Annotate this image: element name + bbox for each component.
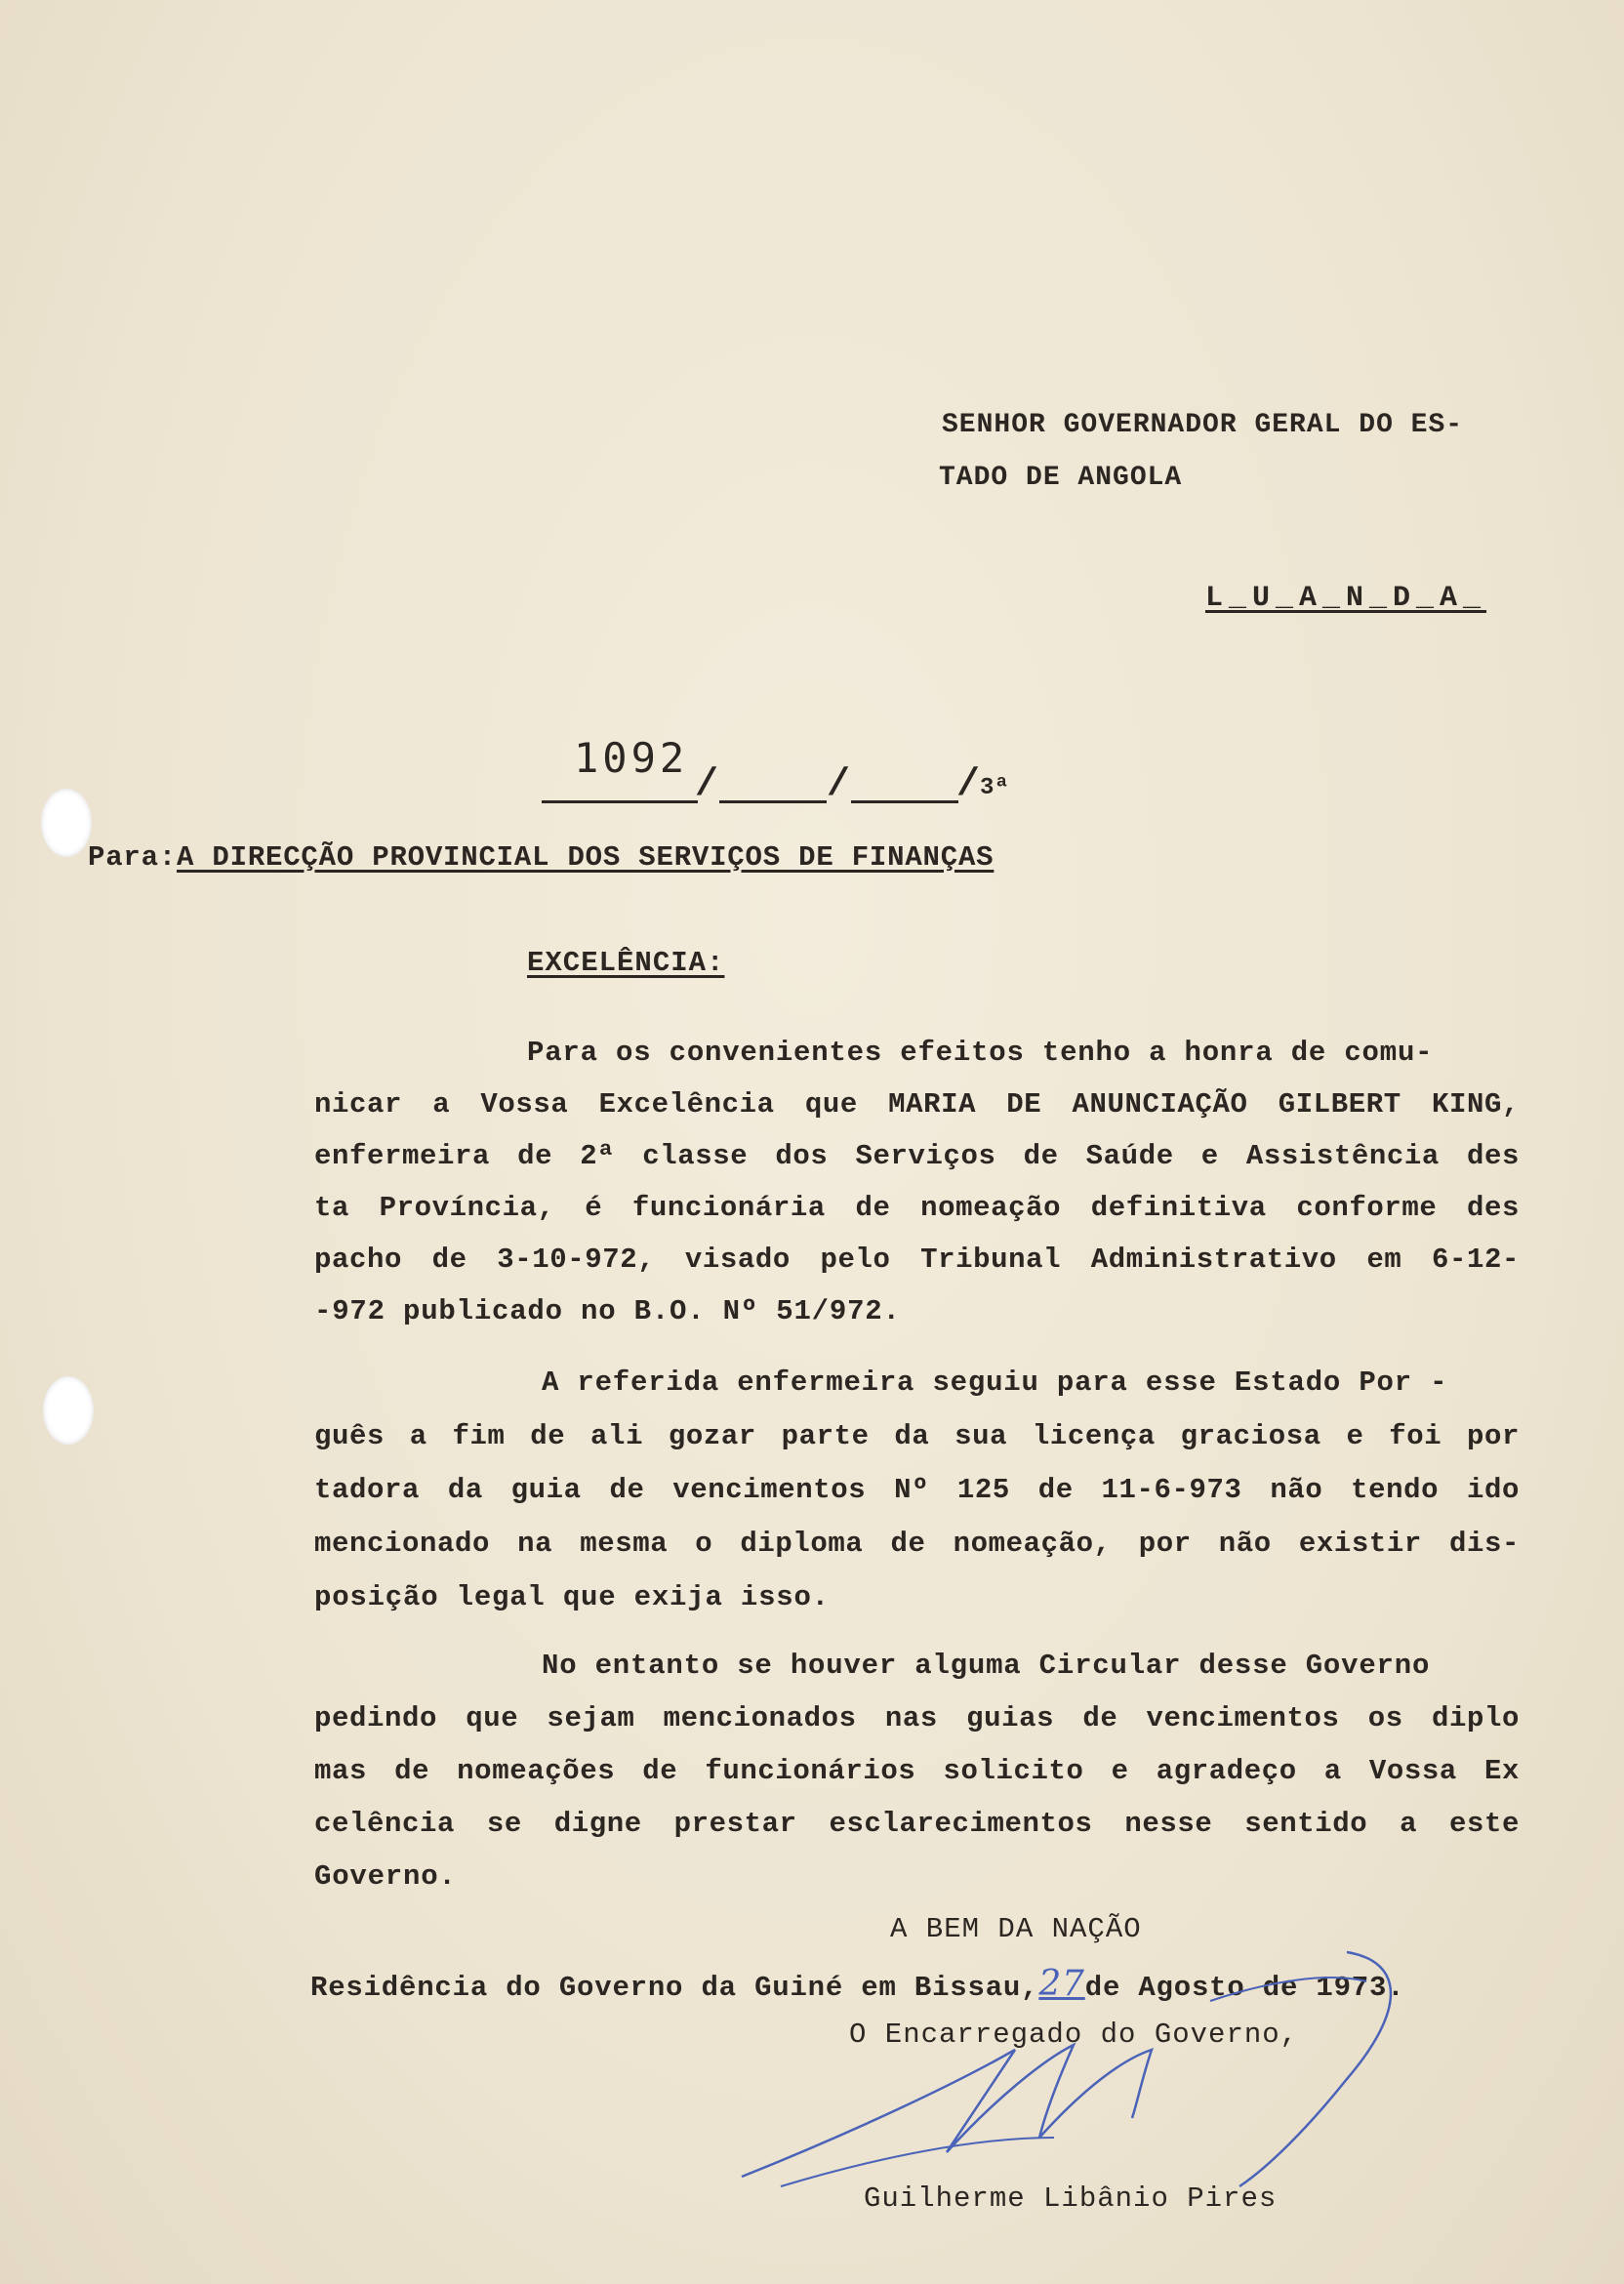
paragraph-1-line-1: Para os convenientes efeitos tenho a honra de comu- bbox=[527, 1037, 1434, 1069]
paragraph-3-line-2: pedindo que sejam mencionados nas guias de vencimentos os diplo bbox=[314, 1702, 1520, 1734]
blank-second bbox=[719, 744, 827, 803]
slash-3: / bbox=[956, 763, 981, 807]
paragraph-2-line-4: mencionado na mesma o diploma de nomeação, por não existir dis- bbox=[314, 1528, 1520, 1560]
punch-hole-top bbox=[41, 789, 92, 857]
para-label: Para: bbox=[88, 841, 178, 874]
addressee-city: L_U_A_N_D_A_ bbox=[1205, 582, 1487, 615]
paragraph-3-line-5: Governo. bbox=[314, 1860, 457, 1893]
salutation: EXCELÊNCIA: bbox=[527, 947, 725, 979]
slash-2: / bbox=[827, 763, 851, 807]
signatory-name: Guilherme Libânio Pires bbox=[864, 2182, 1278, 2215]
handwritten-day: 27 bbox=[1038, 1964, 1085, 2004]
paragraph-2-line-2: guês a fim de ali gozar parte da sua licença graciosa e foi por bbox=[314, 1420, 1520, 1452]
reference-number: 1092 bbox=[574, 734, 689, 782]
paragraph-2-line-1: A referida enfermeira seguiu para esse Estado Por - bbox=[542, 1366, 1448, 1399]
paragraph-1-line-3: enfermeira de 2ª classe dos Serviços de Saúde e Assistência des bbox=[314, 1140, 1520, 1172]
paragraph-1-line-4: ta Província, é funcionária de nomeação definitiva conforme des bbox=[314, 1192, 1520, 1224]
paragraph-1-line-2: nicar a Vossa Excelência que MARIA DE ANUNCIAÇÃO GILBERT KING, bbox=[314, 1088, 1520, 1121]
slash-1: / bbox=[695, 763, 719, 807]
punch-hole-bottom bbox=[43, 1376, 94, 1445]
blank-third bbox=[851, 744, 958, 803]
closing-motto: A BEM DA NAÇÃO bbox=[890, 1913, 1142, 1945]
paragraph-2-line-3: tadora da guia de vencimentos Nº 125 de 11-6-973 não tendo ido bbox=[314, 1474, 1520, 1506]
paragraph-1-line-5: pacho de 3-10-972, visado pelo Tribunal Administrativo em 6-12- bbox=[314, 1244, 1520, 1276]
place-date-suffix: de Agosto de 1973. bbox=[1084, 1972, 1405, 2004]
addressee-line-1: SENHOR GOVERNADOR GERAL DO ES- bbox=[942, 410, 1464, 440]
reference-suffix: 3ª bbox=[980, 775, 1010, 801]
paragraph-1-line-6: -972 publicado no B.O. Nº 51/972. bbox=[314, 1295, 901, 1327]
para-destination: A DIRECÇÃO PROVINCIAL DOS SERVIÇOS DE FINANÇAS bbox=[177, 841, 995, 874]
place-date-prefix: Residência do Governo da Guiné em Bissau, bbox=[310, 1972, 1039, 2004]
closing-role: O Encarregado do Governo, bbox=[849, 2019, 1299, 2051]
paragraph-3-line-3: mas de nomeações de funcionários solicito e agradeço a Vossa Ex bbox=[314, 1755, 1520, 1787]
para-line bbox=[88, 841, 994, 874]
signature-scribble bbox=[722, 1942, 1483, 2196]
paragraph-2-line-5: posição legal que exija isso. bbox=[314, 1581, 830, 1613]
paragraph-3-line-1: No entanto se houver alguma Circular desse Governo bbox=[542, 1650, 1431, 1682]
addressee-line-2: TADO DE ANGOLA bbox=[939, 463, 1183, 493]
paragraph-3-line-4: celência se digne prestar esclarecimentos nesse sentido a este bbox=[314, 1808, 1520, 1840]
